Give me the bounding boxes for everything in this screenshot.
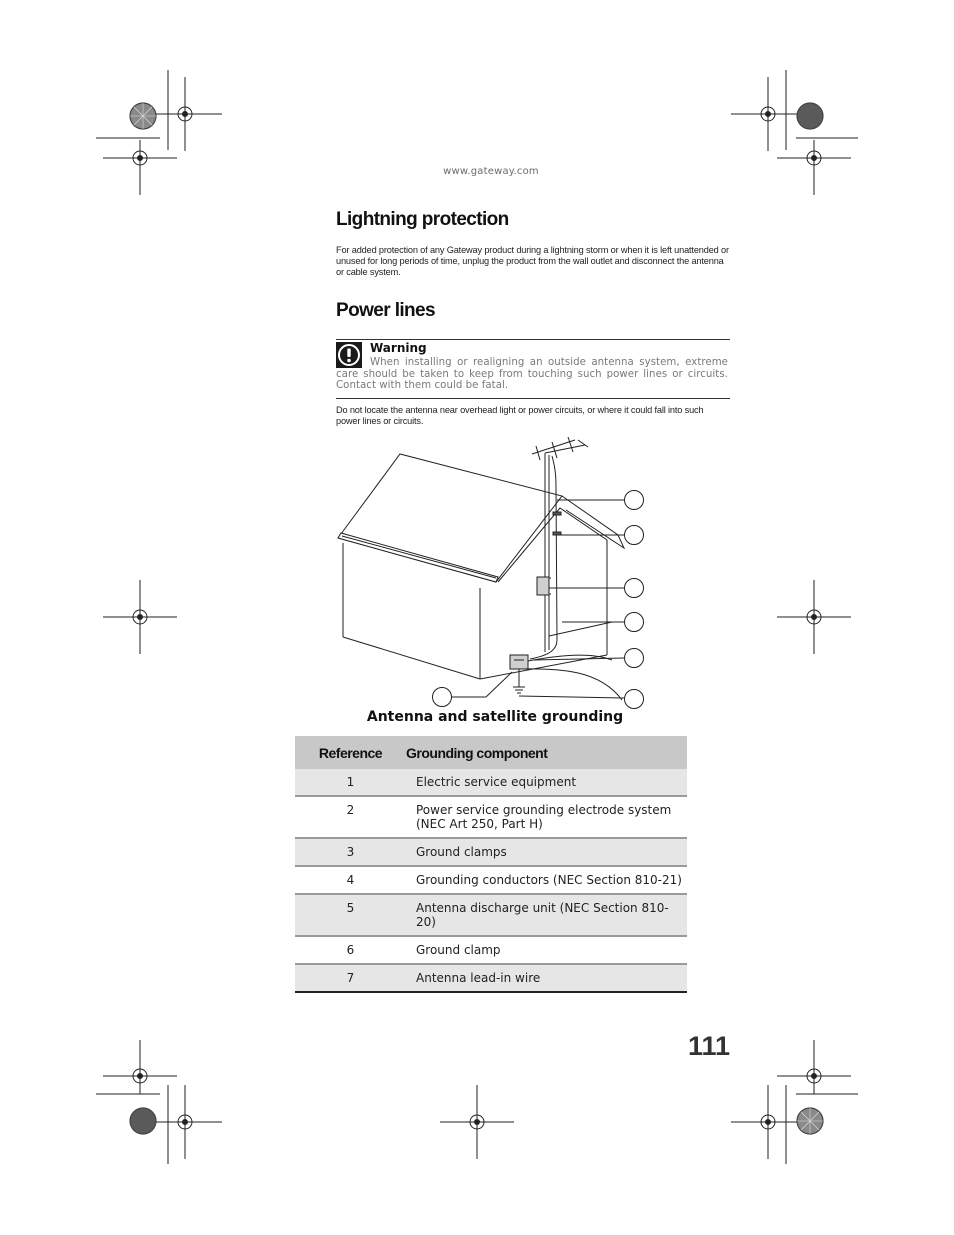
table-row xyxy=(295,838,687,866)
header-url: www.gateway.com xyxy=(443,166,539,177)
row-component: Antenna lead-in wire xyxy=(416,971,541,985)
figure-caption: Antenna and satellite grounding xyxy=(366,709,624,725)
row-reference: 4 xyxy=(346,873,355,887)
header-grounding-component: Grounding component xyxy=(406,736,687,769)
row-component: Grounding conductors (NEC Section 810-21) xyxy=(416,873,682,887)
power-lines-heading: Power lines xyxy=(336,300,435,321)
row-reference: 7 xyxy=(346,971,355,985)
power-lines-paragraph: Do not locate the antenna near overhead light or power circuits, or where it could fall into such power lines or circuits. xyxy=(336,405,704,426)
row-component: Electric service equipment xyxy=(416,775,577,789)
row-reference: 2 xyxy=(346,803,355,817)
table-header-row xyxy=(295,736,687,769)
table-row xyxy=(295,796,687,838)
row-reference: 6 xyxy=(346,943,355,957)
antenna-grounding-diagram xyxy=(330,435,670,710)
row-component: Ground clamp xyxy=(416,943,501,957)
row-component: Power service grounding electrode system (NEC Art 250, Part H) xyxy=(416,803,672,831)
row-reference: 5 xyxy=(346,901,355,915)
lightning-paragraph: For added protection of any Gateway product during a lightning storm or when it is left unattended or unused for long periods of time, unplug the product from the wall outlet and disconnect the antenna or cable system. xyxy=(336,245,729,277)
row-component: Antenna discharge unit (NEC Section 810-20) xyxy=(416,901,669,929)
warning-title: Warning xyxy=(370,341,427,355)
lightning-heading: Lightning protection xyxy=(336,209,509,230)
grounding-table xyxy=(295,736,687,993)
header-reference: Reference xyxy=(295,736,406,769)
table-row xyxy=(295,936,687,964)
table-row xyxy=(295,894,687,936)
row-component: Ground clamps xyxy=(416,845,507,859)
warning-text: When installing or realigning an outside antenna system, extreme care should be taken to keep from touching such power lines or circuits. Contact with them could be fatal. xyxy=(336,357,728,392)
warning-box xyxy=(336,339,730,399)
page-number: 111 xyxy=(688,1031,731,1061)
table-row xyxy=(295,769,687,796)
row-reference: 1 xyxy=(346,775,355,789)
table-row xyxy=(295,964,687,992)
row-reference: 3 xyxy=(346,845,355,859)
table-row xyxy=(295,866,687,894)
